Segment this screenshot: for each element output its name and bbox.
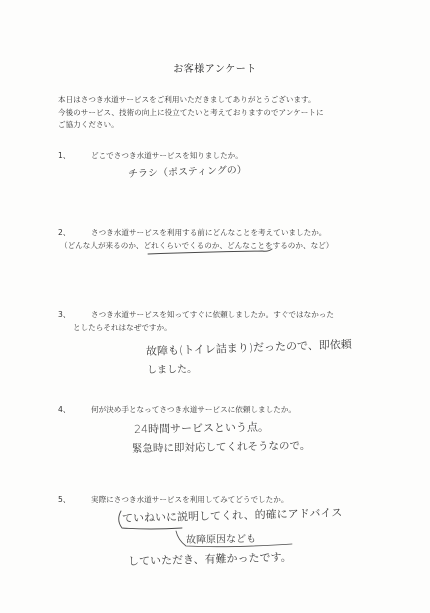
- question-4-text: 何が決め手となってさつき水道サービスに依頼しましたか。: [91, 405, 297, 414]
- intro-text: [58, 94, 410, 132]
- page-title: お客様アンケート: [173, 64, 257, 75]
- question-1-number: 1、: [58, 151, 71, 160]
- question-3-answer-line1: 故障も(トイレ詰まり)だったので、即依頼: [145, 337, 352, 358]
- question-3-text: さつき水道サービスを知ってすぐに依頼しましたか。すぐではなかった: [91, 310, 334, 319]
- question-1-text: どこでさつき水道サービスを知りましたか。: [91, 151, 243, 160]
- question-3-subtext: としたらそれはなぜですか。: [73, 323, 172, 332]
- intro-line: 今後のサービス、技術の向上に役立てたいと考えておりますのでアンケートに: [58, 107, 324, 117]
- question-5-answer-line2: 故障原因なども: [185, 533, 257, 546]
- question-5-answer-line1: ていねいに説明してくれ、的確にアドバイス: [121, 506, 343, 525]
- question-3-answer-line2: しました。: [146, 364, 198, 376]
- question-2-number: 2、: [58, 228, 71, 237]
- intro-line: ご協力ください。: [58, 120, 119, 129]
- question-4-number: 4、: [58, 405, 71, 414]
- question-2-subtext: （どんな人が来るのか、どれくらいでくるのか、どんなことをするのか、など）: [60, 241, 334, 250]
- question-5-text: 実際にさつき水道サービスを利用してみてどうでしたか。: [91, 495, 289, 504]
- question-2-text: さつき水道サービスを利用する前にどんなことを考えていましたか。: [91, 228, 327, 237]
- question-1-answer: チラシ（ポスティングの）: [127, 164, 248, 180]
- question-5-number: 5、: [58, 495, 71, 504]
- question-4-answer-line2: 緊急時に即対応してくれそうなので。: [131, 439, 311, 455]
- question-5-answer-line3: していただき、有難かったです。: [127, 550, 292, 568]
- question-4-answer-line1: 24時間サービスという点。: [133, 420, 270, 436]
- question-3-number: 3、: [58, 310, 71, 319]
- intro-line: 本日はさつき水道サービスをご利用いただきましてありがとうございます。: [58, 95, 316, 104]
